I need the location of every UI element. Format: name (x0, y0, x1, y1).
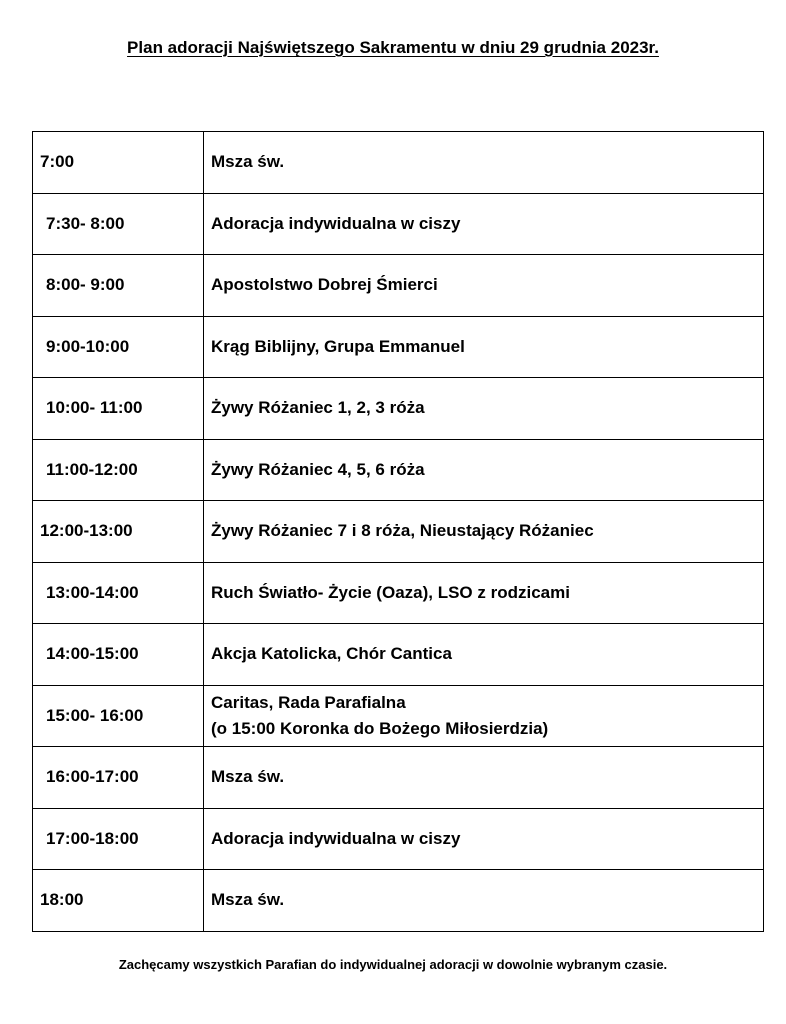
activity-label: Msza św. (211, 152, 285, 172)
time-cell (33, 685, 204, 747)
time-label: 12:00-13:00 (40, 521, 133, 541)
table-row (33, 255, 764, 317)
activity-cell (204, 132, 764, 194)
activity-label: Caritas, Rada Parafialna (211, 692, 406, 712)
table-row (33, 808, 764, 870)
time-cell (33, 562, 204, 624)
time-label: 14:00-15:00 (46, 644, 139, 664)
time-cell (33, 132, 204, 194)
time-cell (33, 316, 204, 378)
table-row (33, 562, 764, 624)
activity-label: Msza św. (211, 890, 285, 910)
activity-cell (204, 501, 764, 563)
time-label: 13:00-14:00 (46, 582, 139, 602)
time-cell (33, 255, 204, 317)
activity-label: Żywy Różaniec 1, 2, 3 róża (211, 398, 425, 418)
table-row (33, 378, 764, 440)
time-cell (33, 501, 204, 563)
activity-label: Apostolstwo Dobrej Śmierci (211, 275, 438, 295)
time-cell (33, 747, 204, 809)
activity-cell (204, 193, 764, 255)
time-label: 7:30- 8:00 (46, 213, 125, 233)
table-row (33, 624, 764, 686)
time-label: 11:00-12:00 (46, 459, 138, 479)
table-row (33, 439, 764, 501)
activity-cell (204, 624, 764, 686)
time-cell (33, 378, 204, 440)
table-row (33, 501, 764, 563)
time-cell (33, 624, 204, 686)
table-row (33, 132, 764, 194)
page-title: Plan adoracji Najświętszego Sakramentu w dniu 29 grudnia 2023r. (127, 38, 659, 57)
table-row (33, 685, 764, 747)
activity-cell (204, 747, 764, 809)
time-label: 16:00-17:00 (46, 767, 139, 787)
time-label: 9:00-10:00 (46, 336, 130, 356)
time-cell (33, 870, 204, 932)
time-label: 17:00-18:00 (46, 828, 139, 848)
activity-cell (204, 808, 764, 870)
activity-label: Żywy Różaniec 4, 5, 6 róża (211, 459, 425, 479)
time-cell (33, 439, 204, 501)
activity-label: Krąg Biblijny, Grupa Emmanuel (211, 336, 465, 356)
activity-label: Msza św. (211, 767, 285, 787)
footer-note: Zachęcamy wszystkich Parafian do indywidualnej adoracji w dowolnie wybranym czasie. (118, 957, 668, 972)
activity-cell (204, 685, 764, 747)
time-cell (33, 193, 204, 255)
activity-cell (204, 316, 764, 378)
table-row (33, 316, 764, 378)
activity-cell (204, 870, 764, 932)
time-label: 15:00- 16:00 (46, 705, 144, 725)
activity-label: Żywy Różaniec 7 i 8 róża, Nieustający Różaniec (211, 521, 594, 541)
activity-note: (o 15:00 Koronka do Bożego Miłosierdzia) (211, 718, 549, 738)
activity-cell (204, 439, 764, 501)
time-label: 7:00 (40, 152, 75, 172)
time-label: 8:00- 9:00 (46, 275, 125, 295)
schedule-table (32, 131, 764, 932)
time-label: 18:00 (40, 890, 84, 910)
activity-label: Adoracja indywidualna w ciszy (211, 828, 461, 848)
activity-label: Adoracja indywidualna w ciszy (211, 213, 461, 233)
activity-cell (204, 255, 764, 317)
table-row (33, 747, 764, 809)
table-row (33, 870, 764, 932)
activity-cell (204, 562, 764, 624)
activity-cell (204, 378, 764, 440)
table-row (33, 193, 764, 255)
activity-label: Ruch Światło- Życie (Oaza), LSO z rodzicami (211, 582, 570, 602)
time-label: 10:00- 11:00 (46, 398, 143, 418)
time-cell (33, 808, 204, 870)
activity-label: Akcja Katolicka, Chór Cantica (211, 644, 452, 664)
